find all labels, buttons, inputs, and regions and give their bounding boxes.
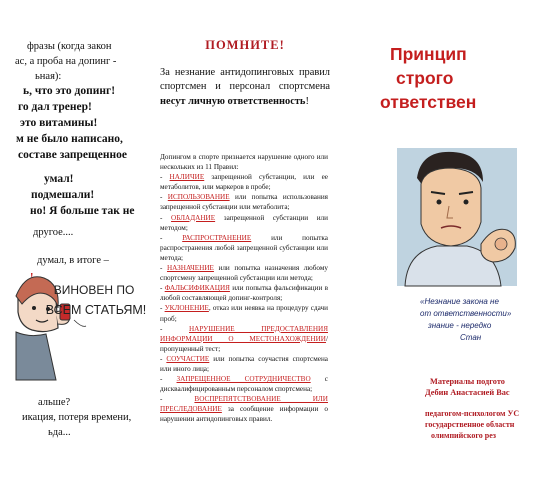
- rule-description: с дисквалифицированным персоналом спортсмена;: [160, 375, 328, 394]
- rule-description: , отказ или неявка на процедуру сдачи проб;: [160, 304, 328, 323]
- rule-keyword: РАСПРОСТРАНЕНИЕ: [182, 233, 252, 242]
- excuse-line: подмешали!: [31, 189, 95, 201]
- rule-description: или попытка распространения любой запрещенной субстанции или метода;: [160, 233, 328, 262]
- rule-description: или попытка фальсификации в любой составляющей допинг-контроля;: [160, 284, 328, 303]
- quote-line: «Незнание закона не: [420, 297, 499, 306]
- rule-dash: -: [160, 324, 189, 333]
- intro-bold-text: несут личную ответственность: [160, 95, 306, 107]
- middle-panel: [150, 0, 340, 500]
- rule-keyword: СОУЧАСТИЕ: [166, 354, 210, 363]
- left-bottom-line: икация, потеря времени,: [22, 412, 132, 423]
- rule-keyword: ИСПОЛЬЗОВАНИЕ: [167, 193, 230, 202]
- left-bottom-line: альше?: [38, 397, 71, 408]
- left-panel: [0, 0, 150, 500]
- left-text-line: ас, а проба на допинг -: [15, 56, 117, 67]
- rules-intro: Допингом в спорте признается нарушение одного или нескольких из 11 Правил:: [160, 153, 328, 172]
- doping-rule: [160, 233, 328, 263]
- remember-heading: ПОМНИТЕ!: [205, 38, 285, 52]
- excuse-line: но! Я больше так не: [30, 205, 135, 217]
- cartoon-caption-2: ВСЕМ СТАТЬЯМ!: [45, 303, 147, 317]
- rule-keyword: ВОСПРЕПЯТСТВОВАНИЕ ИЛИ ПРЕСЛЕДОВАНИЕ: [160, 395, 328, 414]
- doping-rule: [160, 394, 328, 424]
- rule-description: за сообщение информации о нарушении антидопинговых правил.: [160, 405, 328, 424]
- left-bottom-line: ьда...: [48, 427, 71, 438]
- rule-dash: -: [160, 354, 167, 363]
- responsibility-paragraph: [160, 66, 330, 109]
- excuse-line: составе запрещенное: [18, 149, 127, 161]
- rule-keyword: ОБЛАДАНИЕ: [171, 213, 216, 222]
- excuse-line: го дал тренер!: [18, 101, 92, 113]
- rule-description: или попытка использования запрещенной субстанции или метаболита;: [160, 193, 328, 212]
- excuse-line: ь, что это допинг!: [23, 85, 116, 97]
- principle-title: [380, 42, 550, 114]
- title-line-3: ответствен: [380, 92, 477, 112]
- right-panel: [340, 0, 520, 500]
- guilty-cartoon-illustration: [16, 268, 147, 380]
- intro-end: !: [305, 95, 309, 107]
- rule-dash: -: [160, 213, 172, 222]
- prepared-by: [425, 376, 545, 398]
- quote-author: Стан: [460, 333, 482, 342]
- doping-rule: [160, 354, 328, 374]
- rule-description: или попытка назначения любому спортсмену запрещенной субстанции или метода;: [160, 264, 328, 283]
- rule-dash: -: [160, 375, 177, 384]
- title-line-2: строго: [396, 68, 454, 88]
- excuse-line: умал!: [44, 173, 74, 185]
- rule-dash: -: [160, 193, 168, 202]
- rules-container: [160, 172, 328, 424]
- rule-keyword: НАЛИЧИЕ: [169, 173, 205, 182]
- rule-description: / пропущенный тест;: [160, 334, 328, 353]
- rule-dash: -: [160, 395, 195, 404]
- doping-rule: [160, 374, 328, 394]
- title-line-1: Принцип: [390, 44, 467, 64]
- rule-keyword: НАЗНАЧЕНИЕ: [166, 264, 214, 273]
- prepared-line: Материалы подгото: [430, 377, 505, 386]
- rule-dash: -: [160, 264, 167, 273]
- left-other: другое....: [33, 227, 74, 238]
- doping-rule: [160, 263, 328, 283]
- rule-keyword: УКЛОНЕНИЕ: [164, 304, 209, 313]
- left-thought: думал, в итоге –: [37, 255, 109, 266]
- org-line: олимпийского рез: [431, 431, 496, 440]
- quote-line: знание - нередко: [428, 321, 492, 330]
- intro-text: За незнание антидопинговых правил спортсмен и персонал спортсмена: [160, 67, 330, 93]
- rule-description: или попытка соучастия спортсмена или иного лица;: [160, 354, 328, 373]
- author-organization: [425, 408, 545, 441]
- rule-dash: -: [160, 233, 183, 242]
- quote-line: от ответственности»: [420, 309, 512, 318]
- left-text-line: ьная):: [35, 71, 62, 82]
- cartoon-caption-1: ВИНОВЕН ПО: [53, 283, 135, 297]
- doping-rules-list: [160, 152, 328, 425]
- rule-keyword: ЗАПРЕЩЕННОЕ СОТРУДНИЧЕСТВО: [176, 375, 311, 384]
- org-line: государственное областн: [425, 420, 515, 429]
- rule-keyword: ФАЛЬСИФИКАЦИЯ: [164, 284, 230, 293]
- doping-rule: [160, 213, 328, 233]
- rule-dash: -: [160, 173, 170, 182]
- rule-description: запрещенной субстанции, или ее метаболитов, или маркеров в пробе;: [160, 173, 328, 192]
- pointing-man-illustration: [397, 148, 517, 286]
- excuse-line: это витамины!: [20, 117, 98, 129]
- left-text-line: фразы (когда закон: [27, 41, 112, 52]
- org-line: педагогом-психологом УС: [425, 409, 520, 418]
- rule-dash: -: [160, 304, 165, 313]
- doping-rule: [160, 324, 328, 354]
- doping-rule: [160, 283, 328, 303]
- rule-keyword: НАРУШЕНИЕ ПРЕДОСТАВЛЕНИЯ ИНФОРМАЦИИ О МЕСТОНАХОЖДЕНИИ: [160, 324, 328, 343]
- prepared-line: Дебин Анастасией Вас: [425, 388, 510, 397]
- doping-rule: [160, 172, 328, 192]
- excuse-line: м не было написано,: [16, 133, 123, 145]
- rule-description: запрещенной субстанции или методом;: [160, 213, 328, 232]
- doping-rule: [160, 303, 328, 323]
- law-quote: [420, 296, 540, 344]
- rule-dash: -: [160, 284, 165, 293]
- doping-rule: [160, 192, 328, 212]
